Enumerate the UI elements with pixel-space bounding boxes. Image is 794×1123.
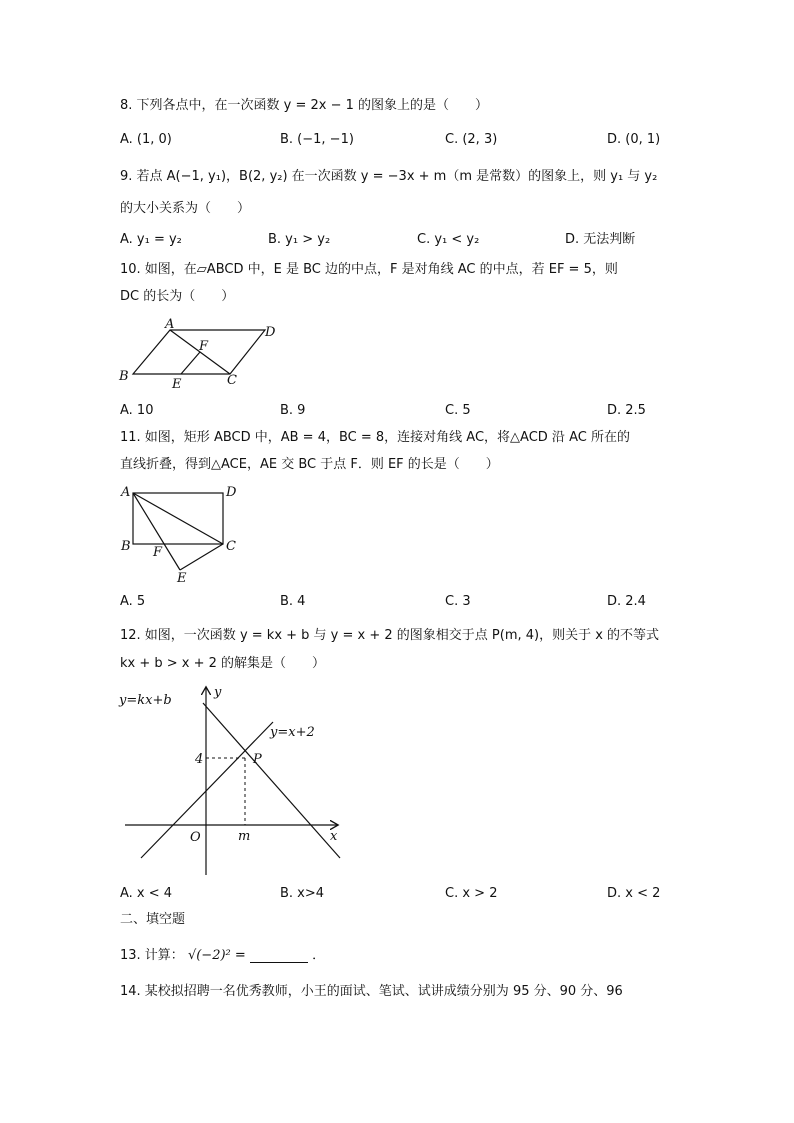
q12-graph-figure: [115, 680, 350, 875]
q12-label-origin: O: [190, 830, 201, 845]
q8-option-d: D. (0, 1): [607, 132, 661, 147]
q11-options: [120, 592, 680, 612]
q10-options: [120, 401, 680, 421]
q11-label-a: A: [121, 485, 131, 500]
q12-options: [120, 884, 680, 904]
q10-label-c: C: [227, 373, 237, 388]
q13-equals: =: [234, 948, 246, 963]
q11-option-b: B. 4: [280, 594, 306, 609]
q11-option-a: A. 5: [120, 594, 146, 609]
q10-label-a: A: [165, 317, 175, 332]
q8-option-c: C. (2, 3): [445, 132, 498, 147]
q11-label-d: D: [226, 485, 237, 500]
q9-stem-line1: 9. 若点 A(−1, y₁)，B(2, y₂) 在一次函数 y = −3x + m（m 是常数）的图象上，则 y₁ 与 y₂: [120, 169, 658, 184]
q12-option-b: B. x>4: [280, 886, 325, 901]
q8-option-a: A. (1, 0): [120, 132, 172, 147]
q12-stem-line2: kx + b > x + 2 的解集是（ ）: [120, 656, 326, 671]
q12-option-c: C. x > 2: [445, 886, 498, 901]
q8-options: [120, 130, 680, 150]
q8-option-b: B. (−1, −1): [280, 132, 354, 147]
q10-option-a: A. 10: [120, 403, 154, 418]
q13-line: [120, 946, 325, 966]
q10-label-d: D: [265, 325, 276, 340]
q9-options: [120, 230, 680, 250]
q11-label-e: E: [177, 571, 187, 586]
q10-label-f: F: [199, 339, 209, 354]
q10-label-e: E: [172, 377, 182, 392]
q10-stem-line1: 10. 如图，在▱ABCD 中，E 是 BC 边的中点，F 是对角线 AC 的中点，若 EF = 5，则: [120, 262, 618, 277]
q9-option-a: A. y₁ = y₂: [120, 232, 182, 247]
q12-label-line1: y=kx+b: [119, 693, 172, 708]
q9-option-b: B. y₁ > y₂: [268, 232, 331, 247]
q11-option-c: C. 3: [445, 594, 471, 609]
section-title-fill-in: 二、填空题: [120, 912, 186, 927]
q11-option-d: D. 2.4: [607, 594, 646, 609]
q10-option-c: C. 5: [445, 403, 471, 418]
q13-expression: √(−2)²: [187, 948, 231, 963]
q9-stem-line2: 的大小关系为（ ）: [120, 201, 251, 216]
q11-label-b: B: [121, 539, 131, 554]
q13-suffix: ．: [312, 948, 326, 963]
q12-stem-line1: 12. 如图，一次函数 y = kx + b 与 y = x + 2 的图象相交于点 P(m, 4)，则关于 x 的不等式: [120, 628, 660, 643]
q10-segment-ef: [181, 352, 200, 374]
q12-label-x: x: [330, 829, 338, 844]
q12-label-p: P: [253, 752, 262, 767]
q10-stem-line2: DC 的长为（ ）: [120, 289, 235, 304]
q12-label-four: 4: [195, 752, 204, 767]
q10-label-b: B: [119, 369, 129, 384]
q12-label-line2: y=x+2: [270, 725, 315, 740]
q13-prefix: 13. 计算：: [120, 948, 184, 963]
q12-line-x-plus-2: [141, 722, 273, 858]
q12-option-d: D. x < 2: [607, 886, 661, 901]
q13-answer-blank[interactable]: [250, 948, 308, 963]
q10-option-b: B. 9: [280, 403, 306, 418]
q11-diagonal-ac: [133, 493, 223, 544]
q11-stem-line1: 11. 如图，矩形 ABCD 中，AB = 4，BC = 8，连接对角线 AC，将△ACD 沿 AC 所在的: [120, 430, 630, 445]
q11-segment-ce: [180, 544, 223, 570]
q11-stem-line2: 直线折叠，得到△ACE，AE 交 BC 于点 F．则 EF 的长是（ ）: [120, 457, 499, 472]
q11-rectangle-figure: [115, 480, 245, 586]
q9-option-c: C. y₁ < y₂: [417, 232, 480, 247]
q12-label-m: m: [238, 829, 251, 844]
q8-stem: 8. 下列各点中，在一次函数 y = 2x − 1 的图象上的是（ ）: [120, 98, 489, 113]
q11-label-c: C: [226, 539, 236, 554]
q9-option-d: D. 无法判断: [565, 232, 636, 247]
q14-text: 14. 某校拟招聘一名优秀教师，小王的面试、笔试、试讲成绩分别为 95 分、90 分、96: [120, 984, 623, 999]
q10-option-d: D. 2.5: [607, 403, 646, 418]
q12-label-y: y: [214, 685, 222, 700]
q10-parallelogram-figure: [115, 314, 285, 392]
q11-label-f: F: [153, 545, 163, 560]
q12-option-a: A. x < 4: [120, 886, 173, 901]
